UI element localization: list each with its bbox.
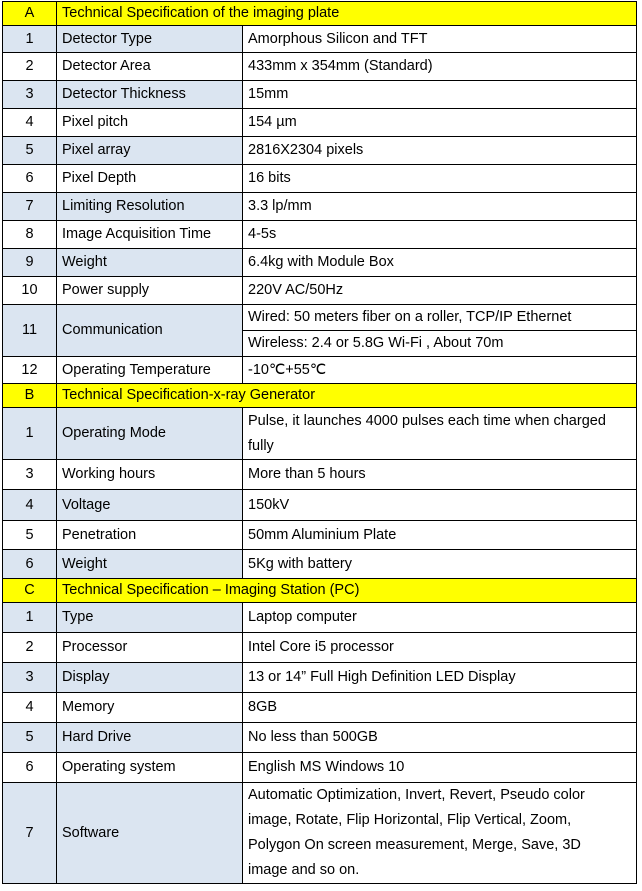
section-header [3, 384, 637, 408]
table-row [3, 603, 637, 633]
row-number: 10 [3, 277, 57, 305]
value-line: image, Rotate, Flip Horizontal, Flip Vertical, Zoom, [248, 812, 572, 828]
value-line: 154 µm [248, 114, 297, 130]
table-row [3, 81, 637, 109]
table-row [3, 490, 637, 521]
row-number: 2 [3, 53, 57, 81]
row-label: Operating system [57, 753, 243, 783]
row-value [243, 331, 637, 357]
row-number: 9 [3, 249, 57, 277]
value-line: Wired: 50 meters fiber on a roller, TCP/IP Ethernet [248, 309, 572, 325]
value-line: 16 bits [248, 170, 291, 186]
section-title: Technical Specification of the imaging plate [57, 2, 637, 26]
value-line: 50mm Aluminium Plate [248, 526, 397, 543]
table-row [3, 305, 637, 331]
value-line: Laptop computer [248, 609, 357, 625]
row-number: 5 [3, 137, 57, 165]
row-value [243, 408, 637, 460]
specification-table-body [3, 2, 637, 884]
section-header [3, 2, 637, 26]
row-label: Hard Drive [57, 723, 243, 753]
value-line: image and so on. [248, 862, 360, 878]
table-row [3, 26, 637, 53]
table-row [3, 221, 637, 249]
row-number: 8 [3, 221, 57, 249]
value-line: Polygon On screen measurement, Merge, Save, 3D [248, 837, 581, 853]
row-label: Detector Type [57, 26, 243, 53]
row-label: Pixel array [57, 137, 243, 165]
row-label: Weight [57, 249, 243, 277]
row-number: 7 [3, 193, 57, 221]
section-letter: A [3, 2, 57, 26]
table-row [3, 633, 637, 663]
table-row [3, 109, 637, 137]
row-value [243, 723, 637, 753]
row-value [243, 521, 637, 550]
value-line: No less than 500GB [248, 729, 378, 745]
row-number: 6 [3, 165, 57, 193]
row-value [243, 221, 637, 249]
row-label: Power supply [57, 277, 243, 305]
value-line: Intel Core i5 processor [248, 639, 394, 655]
value-line: 4-5s [248, 226, 277, 242]
table-row [3, 693, 637, 723]
table-row [3, 460, 637, 490]
value-line: 3.3 lp/mm [248, 198, 312, 214]
table-row [3, 165, 637, 193]
value-line: 6.4kg with Module Box [248, 254, 394, 270]
row-label: Detector Thickness [57, 81, 243, 109]
value-line: Wireless: 2.4 or 5.8G Wi-Fi , About 70m [248, 335, 504, 351]
row-value [243, 249, 637, 277]
value-line: Amorphous Silicon and TFT [248, 30, 428, 47]
row-value [243, 693, 637, 723]
section-title: Technical Specification – Imaging Station (PC) [57, 579, 637, 603]
value-line: -10℃+55℃ [248, 361, 327, 378]
row-number: 1 [3, 603, 57, 633]
row-label: Pixel Depth [57, 165, 243, 193]
row-number: 5 [3, 521, 57, 550]
row-value [243, 26, 637, 53]
table-row [3, 277, 637, 305]
table-row [3, 521, 637, 550]
row-label: Software [57, 783, 243, 884]
table-row [3, 723, 637, 753]
row-label: Operating Temperature [57, 357, 243, 384]
row-label: Penetration [57, 521, 243, 550]
value-line: 5Kg with battery [248, 555, 352, 572]
value-line: 220V AC/50Hz [248, 282, 344, 298]
row-number: 3 [3, 81, 57, 109]
row-value [243, 165, 637, 193]
row-label: Image Acquisition Time [57, 221, 243, 249]
table-row [3, 137, 637, 165]
specification-table [2, 1, 637, 884]
table-row [3, 663, 637, 693]
value-line: 433mm x 354mm (Standard) [248, 58, 433, 74]
row-value [243, 109, 637, 137]
row-value [243, 460, 637, 490]
row-label: Working hours [57, 460, 243, 490]
row-label: Limiting Resolution [57, 193, 243, 221]
section-header [3, 579, 637, 603]
value-line: 2816X2304 pixels [248, 142, 364, 158]
table-row [3, 193, 637, 221]
row-label: Weight [57, 550, 243, 579]
table-row [3, 783, 637, 884]
row-value [243, 81, 637, 109]
value-line: fully [248, 437, 274, 454]
value-line: 8GB [248, 699, 278, 715]
row-number: 11 [3, 305, 57, 357]
row-number: 3 [3, 460, 57, 490]
section-title: Technical Specification-x-ray Generator [57, 384, 637, 408]
row-number: 5 [3, 723, 57, 753]
table-row [3, 550, 637, 579]
value-line: 15mm [248, 86, 289, 102]
row-number: 12 [3, 357, 57, 384]
row-number: 4 [3, 693, 57, 723]
row-label: Operating Mode [57, 408, 243, 460]
table-row [3, 753, 637, 783]
row-value [243, 783, 637, 884]
row-number: 2 [3, 633, 57, 663]
row-value [243, 490, 637, 521]
value-line: Automatic Optimization, Invert, Revert, Pseudo color [248, 787, 585, 803]
row-value [243, 305, 637, 331]
row-label: Processor [57, 633, 243, 663]
row-number: 4 [3, 109, 57, 137]
row-label: Memory [57, 693, 243, 723]
table-row [3, 53, 637, 81]
row-number: 4 [3, 490, 57, 521]
row-label: Communication [57, 305, 243, 357]
table-row [3, 249, 637, 277]
row-value [243, 550, 637, 579]
row-value [243, 277, 637, 305]
table-row [3, 408, 637, 460]
value-line: 150kV [248, 496, 290, 513]
row-label: Detector Area [57, 53, 243, 81]
row-label: Display [57, 663, 243, 693]
row-value [243, 633, 637, 663]
value-line: More than 5 hours [248, 466, 366, 482]
row-value [243, 137, 637, 165]
row-number: 7 [3, 783, 57, 884]
row-value [243, 663, 637, 693]
row-number: 6 [3, 753, 57, 783]
value-line: 13 or 14” Full High Definition LED Display [248, 669, 516, 685]
section-letter: C [3, 579, 57, 603]
row-value [243, 193, 637, 221]
table-row [3, 357, 637, 384]
row-number: 3 [3, 663, 57, 693]
row-label: Voltage [57, 490, 243, 521]
row-label: Pixel pitch [57, 109, 243, 137]
row-number: 6 [3, 550, 57, 579]
row-label: Type [57, 603, 243, 633]
row-value [243, 357, 637, 384]
row-number: 1 [3, 408, 57, 460]
section-letter: B [3, 384, 57, 408]
row-value [243, 53, 637, 81]
row-number: 1 [3, 26, 57, 53]
value-line: English MS Windows 10 [248, 759, 405, 775]
value-line: Pulse, it launches 4000 pulses each time when charged [248, 412, 606, 429]
row-value [243, 603, 637, 633]
row-value [243, 753, 637, 783]
